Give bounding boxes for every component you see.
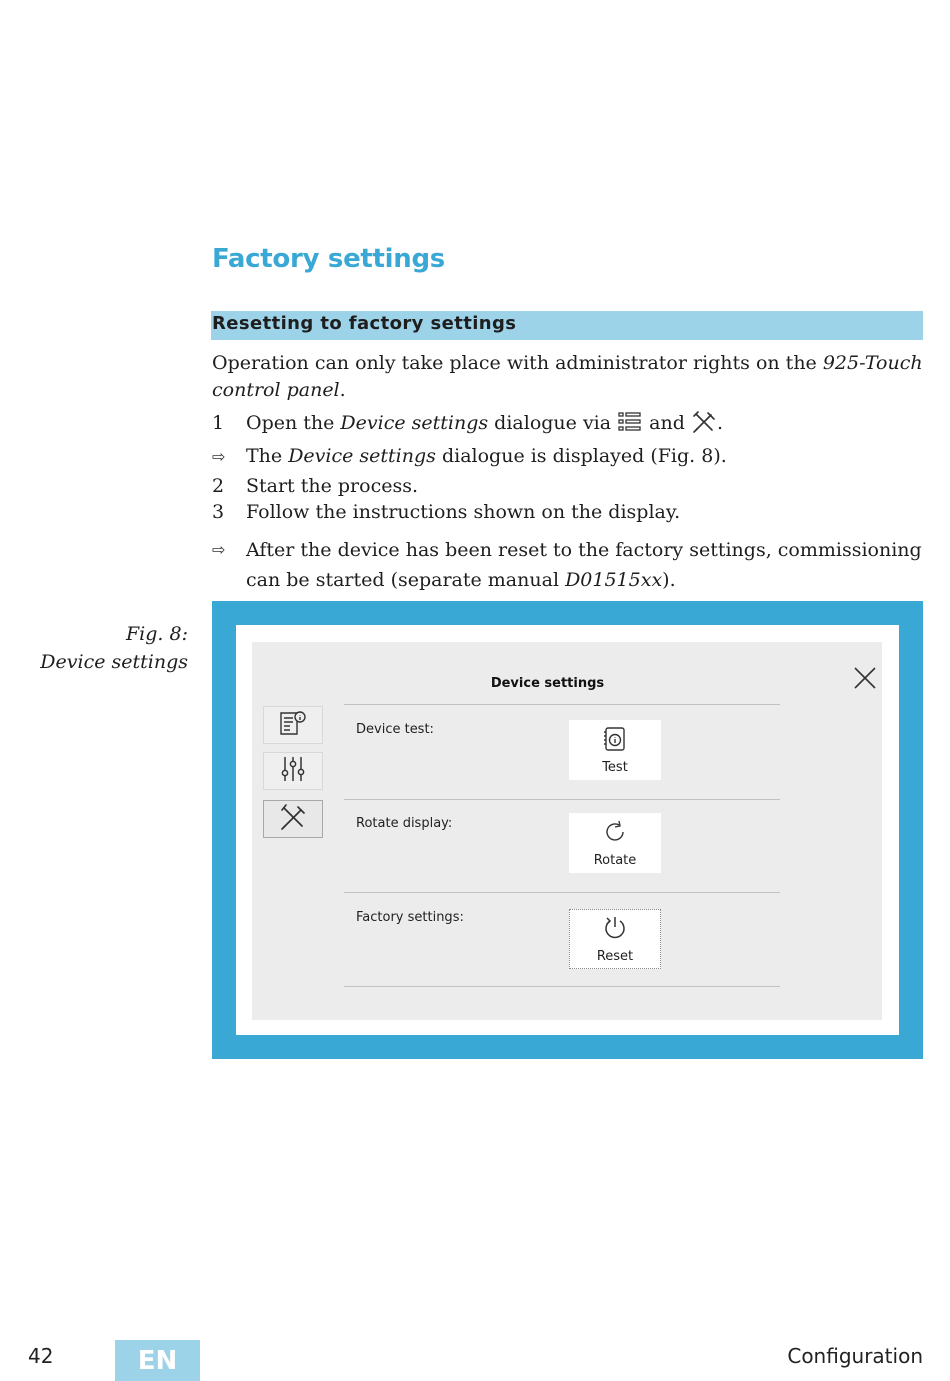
device-settings-screen	[252, 642, 882, 1020]
page-number: 42	[28, 1344, 54, 1368]
figure-caption	[20, 620, 188, 676]
rotate-button[interactable]	[569, 813, 661, 873]
device-test-label: Device test:	[356, 722, 434, 737]
result-italic: D01515xx	[565, 569, 663, 591]
divider	[344, 986, 780, 987]
result-text: ).	[662, 569, 676, 591]
step-text: .	[716, 412, 723, 434]
step-1	[212, 410, 924, 442]
result-1	[212, 443, 924, 470]
rotate-display-label: Rotate display:	[356, 816, 453, 831]
test-info-icon	[602, 725, 628, 757]
menu-list-icon	[617, 410, 643, 442]
sidebar-tools-button[interactable]	[263, 800, 323, 838]
step-text: Open the	[246, 412, 341, 434]
result-arrow-icon: ⇨	[212, 540, 226, 559]
sidebar-device-info-button[interactable]	[263, 706, 323, 744]
step-italic: Device settings	[340, 412, 489, 434]
step-text: Follow the instructions shown on the display.	[246, 501, 681, 523]
figure-number: Fig. 8:	[126, 623, 188, 645]
rotate-button-label: Rotate	[593, 853, 637, 868]
result-2	[212, 535, 924, 595]
result-italic: Device settings	[288, 445, 436, 467]
step-2	[212, 473, 924, 500]
divider	[344, 704, 780, 705]
factory-settings-label: Factory settings:	[356, 910, 464, 925]
divider	[344, 892, 780, 893]
tools-icon	[278, 802, 308, 836]
result-text: The	[246, 445, 289, 467]
reset-button[interactable]	[569, 909, 661, 969]
test-button-label: Test	[602, 760, 628, 775]
step-number: 2	[212, 475, 225, 497]
result-text: After the device has been reset to the factory settings, commissioning can be started (separate manual	[246, 539, 922, 591]
divider	[344, 799, 780, 800]
result-text: dialogue is displayed (Fig. 8).	[435, 445, 727, 467]
power-reset-icon	[601, 914, 629, 946]
section-title: Factory settings	[212, 244, 445, 274]
step-text: dialogue via	[488, 412, 618, 434]
step-text: and	[643, 412, 691, 434]
language-badge: EN	[115, 1340, 200, 1381]
test-button[interactable]	[569, 720, 661, 780]
intro-paragraph	[212, 350, 924, 404]
sidebar-adjustments-button[interactable]	[263, 752, 323, 790]
step-3	[212, 499, 924, 526]
close-icon[interactable]	[851, 664, 879, 692]
figure-title: Device settings	[40, 651, 188, 673]
rotate-icon	[601, 818, 629, 850]
sliders-icon	[278, 754, 308, 788]
reset-button-label: Reset	[596, 949, 634, 964]
intro-product-name: 925-Touch control panel	[212, 352, 923, 401]
intro-period: .	[339, 379, 346, 401]
result-arrow-icon: ⇨	[212, 447, 226, 466]
chapter-title: Configuration	[787, 1344, 923, 1368]
step-number: 1	[212, 412, 225, 434]
step-number: 3	[212, 501, 225, 523]
step-text: Start the process.	[246, 475, 419, 497]
tools-icon	[691, 410, 717, 442]
intro-text: Operation can only take place with administrator rights on the	[212, 352, 823, 374]
device-info-icon	[277, 708, 309, 742]
dialog-title: Device settings	[490, 676, 605, 691]
subheading-bar: Resetting to factory settings	[211, 311, 923, 340]
